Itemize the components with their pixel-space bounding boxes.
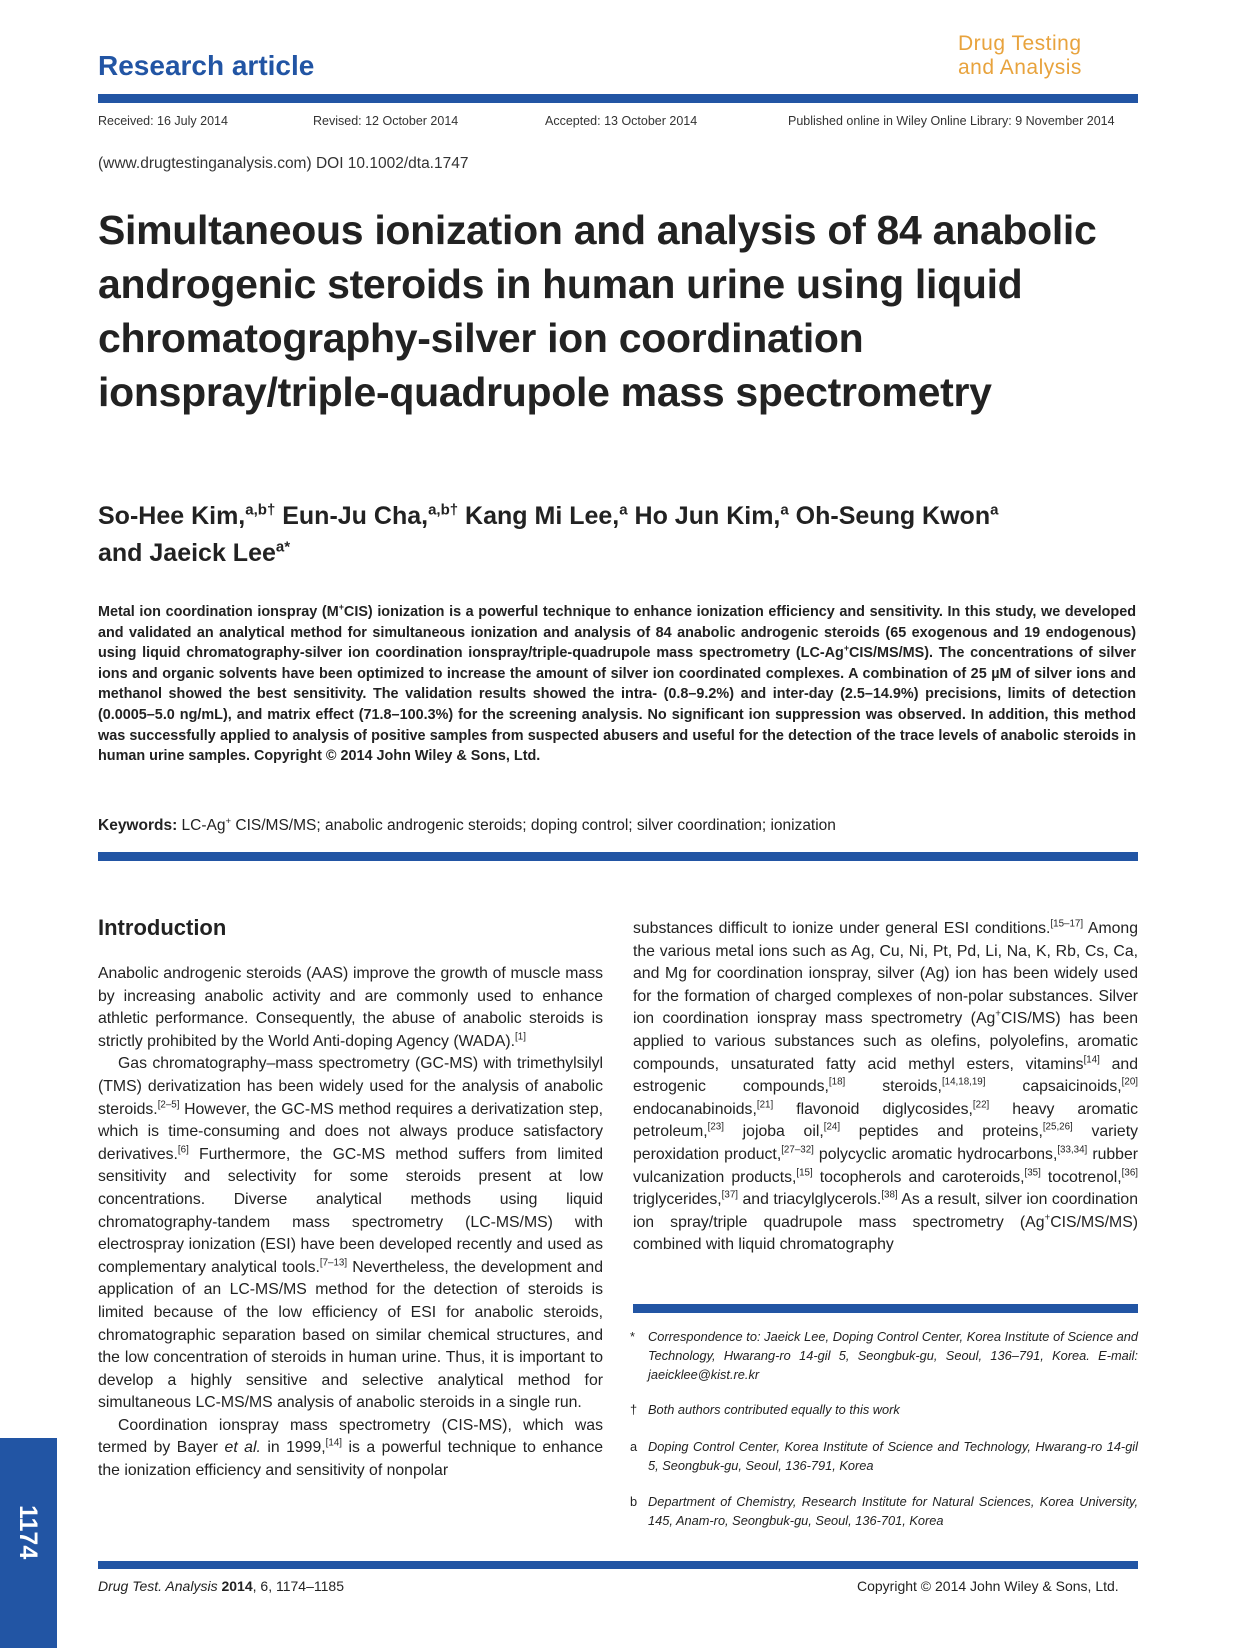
revised-date: Revised: 12 October 2014: [313, 114, 459, 128]
journal-name-line1: Drug Testing: [958, 32, 1082, 55]
citation[interactable]: [6]: [177, 1144, 189, 1156]
citation[interactable]: [14]: [325, 1438, 342, 1450]
journal-name[interactable]: [958, 32, 1082, 80]
footnote-rule: [633, 1304, 1138, 1313]
author[interactable]: and Jaeick Lee$^{a*}$: [98, 538, 291, 567]
citation[interactable]: [1]: [515, 1031, 526, 1043]
author[interactable]: Oh-Seung Kwon$^a$: [795, 501, 999, 530]
header-rule: [98, 94, 1138, 103]
journal-name-line2: and Analysis: [958, 56, 1082, 79]
author-list: [98, 498, 1138, 572]
citation[interactable]: [23]: [707, 1122, 724, 1134]
citation[interactable]: [15]: [796, 1167, 813, 1179]
footer-copyright: Copyright © 2014 John Wiley & Sons, Ltd.: [857, 1578, 1119, 1594]
citation[interactable]: [25,26]: [1042, 1122, 1073, 1134]
section-heading-introduction: Introduction: [98, 915, 227, 940]
citation[interactable]: [35]: [1024, 1167, 1041, 1179]
footnote-correspondence: * Correspondence to: Jaeick Lee, Doping Control Center, Korea Institute of Science and Technology, Hwarang-ro 14-gil 5, Seongbuk-gu, Seoul, 136–791, Korea. E-mail: jaeicklee@kist.re.kr: [630, 1329, 1138, 1382]
footnote-equal-contribution: † Both authors contributed equally to this work: [630, 1402, 900, 1417]
author[interactable]: Eun-Ju Cha,$^{a,b\dagger}$: [282, 501, 459, 530]
abstract: Metal ion coordination ionspray (M+CIS) ionization is a powerful technique to enhance ionization efficiency and sensitivity. In this study, we developed and validated an analytical method for simultaneous ionization and analysis of 84 anabolic androgenic steroids (65 exogenous and 19 endogenous) using liquid chromatography-silver ion coordination ionspray/triple-quadrupole mass spectrometry (LC-Ag+CIS/MS/MS). The concentrations of silver ions and organic solvents have been optimized to increase the amount of silver ion coordinated complexes. A combination of 25 µM of silver ions and methanol showed the best sensitivity. The validation results showed the intra- (0.8–9.2%) and inter-day (2.5–14.9%) precisions, limits of detection (0.0005–5.0 ng/mL), and matrix effect (71.8–100.3%) for the screening analysis. No significant ion suppression was observed. In addition, this method was successfully applied to analysis of positive samples from suspected abusers and useful for the detection of the trace levels of anabolic steroids in human urine samples. Copyright © 2014 John Wiley & Sons, Ltd.: [98, 602, 1137, 765]
citation[interactable]: [15–17]: [1050, 918, 1084, 930]
citation[interactable]: [27–32]: [781, 1144, 814, 1156]
citation[interactable]: [14,18,19]: [941, 1076, 986, 1088]
article-title: Simultaneous ionization and analysis of 84 anabolic androgenic steroids in human urine using liquid chromatography-silver ion coordination ionspray/triple-quadrupole mass spectrometry: [98, 207, 1097, 415]
author[interactable]: Kang Mi Lee,$^a$: [465, 501, 628, 530]
citation[interactable]: [37]: [721, 1189, 738, 1201]
paragraph: Gas chromatography–mass spectrometry (GC-MS) with trimethylsilyl (TMS) derivatization has been widely used for the analysis of anabolic steroids.[2–5] However, the GC-MS method requires a derivatization step, which is time-consuming and does not always produce satisfactory derivatives.[6] Furthermore, the GC-MS method suffers from limited sensitivity and selectivity for some steroids present at low concentrations. Diverse analytical methods using liquid chromatography-tandem mass spectrometry (LC-MS/MS) with electrospray ionization (ESI) have been developed recently and used as complementary analytical tools.[7–13] Nevertheless, the development and application of an LC-MS/MS method for the detection of steroids is limited because of the low efficiency of ESI for anabolic steroids, chromatographic separation based on similar chemical structures, and the low concentration of steroids in human urine. Thus, it is important to develop a highly sensitive and selective analytical method for simultaneous LC-MS/MS analysis of anabolic steroids in a single run.: [98, 1055, 603, 1412]
received-date: Received: 16 July 2014: [98, 114, 228, 128]
keywords: Keywords: LC-Ag+ CIS/MS/MS; anabolic androgenic steroids; doping control; silver coordination; ionization: [98, 815, 836, 834]
published-date: Published online in Wiley Online Library: 9 November 2014: [788, 114, 1115, 128]
paragraph: Coordination ionspray mass spectrometry (CIS-MS), which was termed by Bayer et al. in 1999,[14] is a powerful technique to enhance the ionization efficiency and sensitivity of nonpolar: [98, 1416, 604, 1480]
citation[interactable]: [22]: [972, 1099, 990, 1111]
footer-citation: Drug Test. Analysis 2014, 6, 1174–1185: [98, 1578, 344, 1594]
left-column: [98, 963, 603, 1483]
doi-link[interactable]: (www.drugtestinganalysis.com) DOI 10.1002/dta.1747: [98, 155, 469, 172]
citation[interactable]: [2–5]: [157, 1099, 180, 1111]
citation[interactable]: [7–13]: [319, 1257, 348, 1269]
author[interactable]: So-Hee Kim,$^{a,b\dagger}$: [98, 501, 276, 530]
citation[interactable]: [20]: [1121, 1076, 1138, 1088]
abstract-rule: [98, 852, 1138, 861]
footnote-affiliation-a: a Doping Control Center, Korea Institute of Science and Technology, Hwarang-ro 14-gil 5, Seongbuk-gu, Seoul, 136-791, Korea: [630, 1439, 1138, 1473]
citation[interactable]: [36]: [1121, 1167, 1138, 1179]
citation[interactable]: [38]: [881, 1189, 898, 1201]
citation[interactable]: [24]: [823, 1122, 841, 1134]
author[interactable]: Ho Jun Kim,$^a$: [634, 501, 789, 530]
footer-rule: [98, 1561, 1138, 1569]
citation[interactable]: [18]: [828, 1076, 846, 1088]
section-label: Research article: [98, 50, 315, 81]
citation[interactable]: [21]: [756, 1099, 774, 1111]
paragraph: substances difficult to ionize under general ESI conditions.[15–17] Among the various metal ions such as Ag, Cu, Ni, Pt, Pd, Li, Na, K, Rb, Cs, Ca, and Mg for coordination ionspray, silver (Ag) ion has been widely used for the formation of charged complexes of non-polar substances. Silver ion coordination ionspray mass spectrometry (Ag+CIS/MS) has been applied to various substances such as olefins, polyolefins, aromatic compounds, unsaturated fatty acid methyl esters, vitamins[14] and estrogenic compounds,[18] steroids,[14,18,19] capsaicinoids,[20] endocanabinoids,[21] flavonoid diglycosides,[22] heavy aromatic petroleum,[23] jojoba oil,[24] peptides and proteins,[25,26] variety peroxidation product,[27–32] polycyclic aromatic hydrocarbons,[33,34] rubber vulcanization products,[15] tocopherols and caroteroids,[35] tocotrenol,[36] triglycerides,[37] and triacylglycerols.[38] As a result, silver ion coordination ion spray/triple quadrupole mass spectrometry (Ag+CIS/MS/MS) combined with liquid chromatography: [633, 918, 1138, 1254]
paragraph: Anabolic androgenic steroids (AAS) improve the growth of muscle mass by increasing anabolic activity and are commonly used to enhance athletic performance. Consequently, the abuse of anabolic steroids is strictly prohibited by the World Anti-doping Agency (WADA).[1]: [98, 965, 603, 1050]
keywords-label: Keywords:: [98, 817, 178, 834]
citation[interactable]: [33,34]: [1057, 1144, 1088, 1156]
footnote-affiliation-b: b Department of Chemistry, Research Institute for Natural Sciences, Korea University, 145, Anam-ro, Seongbuk-gu, Seoul, 136-701, Korea: [630, 1494, 1138, 1528]
right-column: [633, 918, 1138, 1257]
accepted-date: Accepted: 13 October 2014: [545, 114, 698, 128]
citation[interactable]: [14]: [1083, 1054, 1100, 1066]
page-number: 1174: [14, 1505, 42, 1560]
